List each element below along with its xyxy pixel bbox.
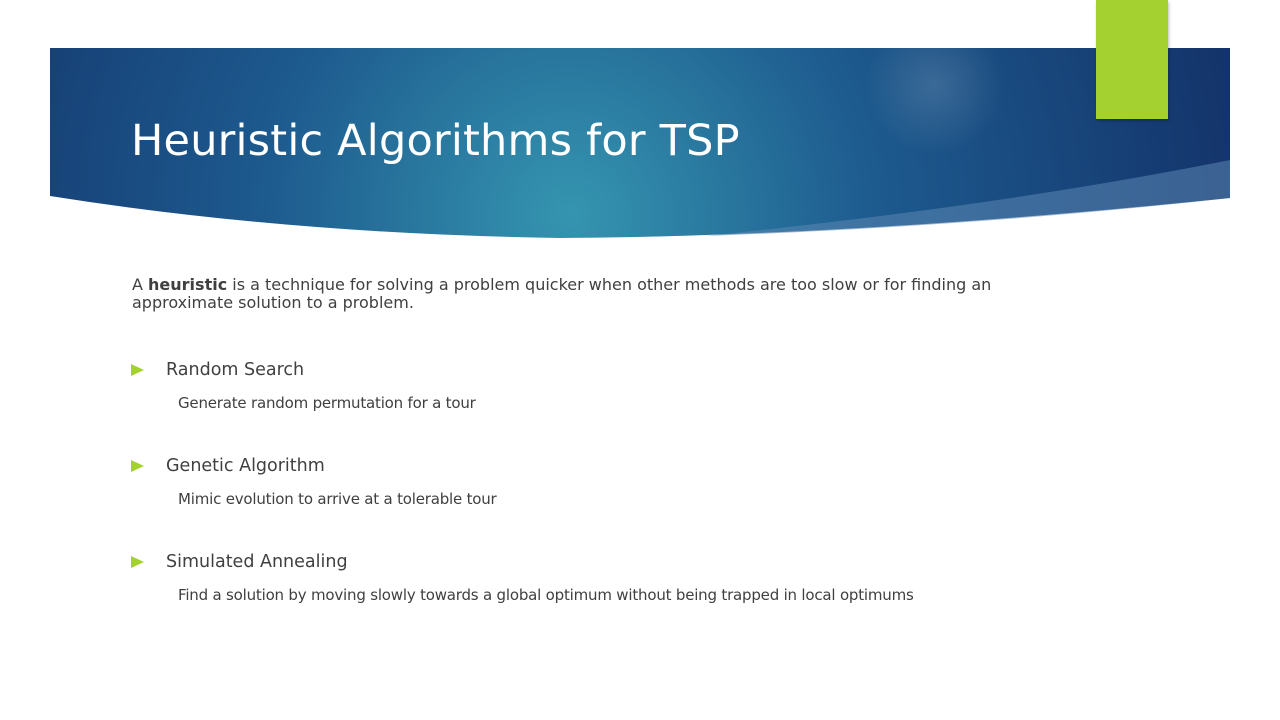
intro-prefix: A: [132, 275, 149, 294]
triangle-bullet-icon: [131, 550, 144, 574]
bullet-label: Random Search: [166, 360, 305, 380]
accent-bar: [1096, 0, 1168, 119]
intro-rest: is a technique for solving a problem quicker when other methods are too slow or for finding an approximate solution to a problem.: [132, 275, 992, 312]
bullet-detail: Generate random permutation for a tour: [178, 394, 476, 412]
bullet-label: Simulated Annealing: [166, 552, 348, 572]
bullet-simulated-annealing: [131, 550, 348, 574]
bullet-genetic-algorithm: [131, 454, 325, 478]
triangle-bullet-icon: [131, 454, 144, 478]
bullet-detail: Mimic evolution to arrive at a tolerable tour: [178, 490, 497, 508]
banner-light-spot: [865, 15, 1005, 155]
intro-paragraph: [132, 276, 1032, 312]
triangle-bullet-icon: [131, 358, 144, 382]
slide-title: Heuristic Algorithms for TSP: [131, 116, 740, 166]
bullet-detail: Find a solution by moving slowly towards a global optimum without being trapped in local optimums: [178, 586, 914, 604]
bullet-random-search: [131, 358, 304, 382]
bullet-label: Genetic Algorithm: [166, 456, 325, 476]
intro-term: heuristic: [148, 275, 228, 294]
